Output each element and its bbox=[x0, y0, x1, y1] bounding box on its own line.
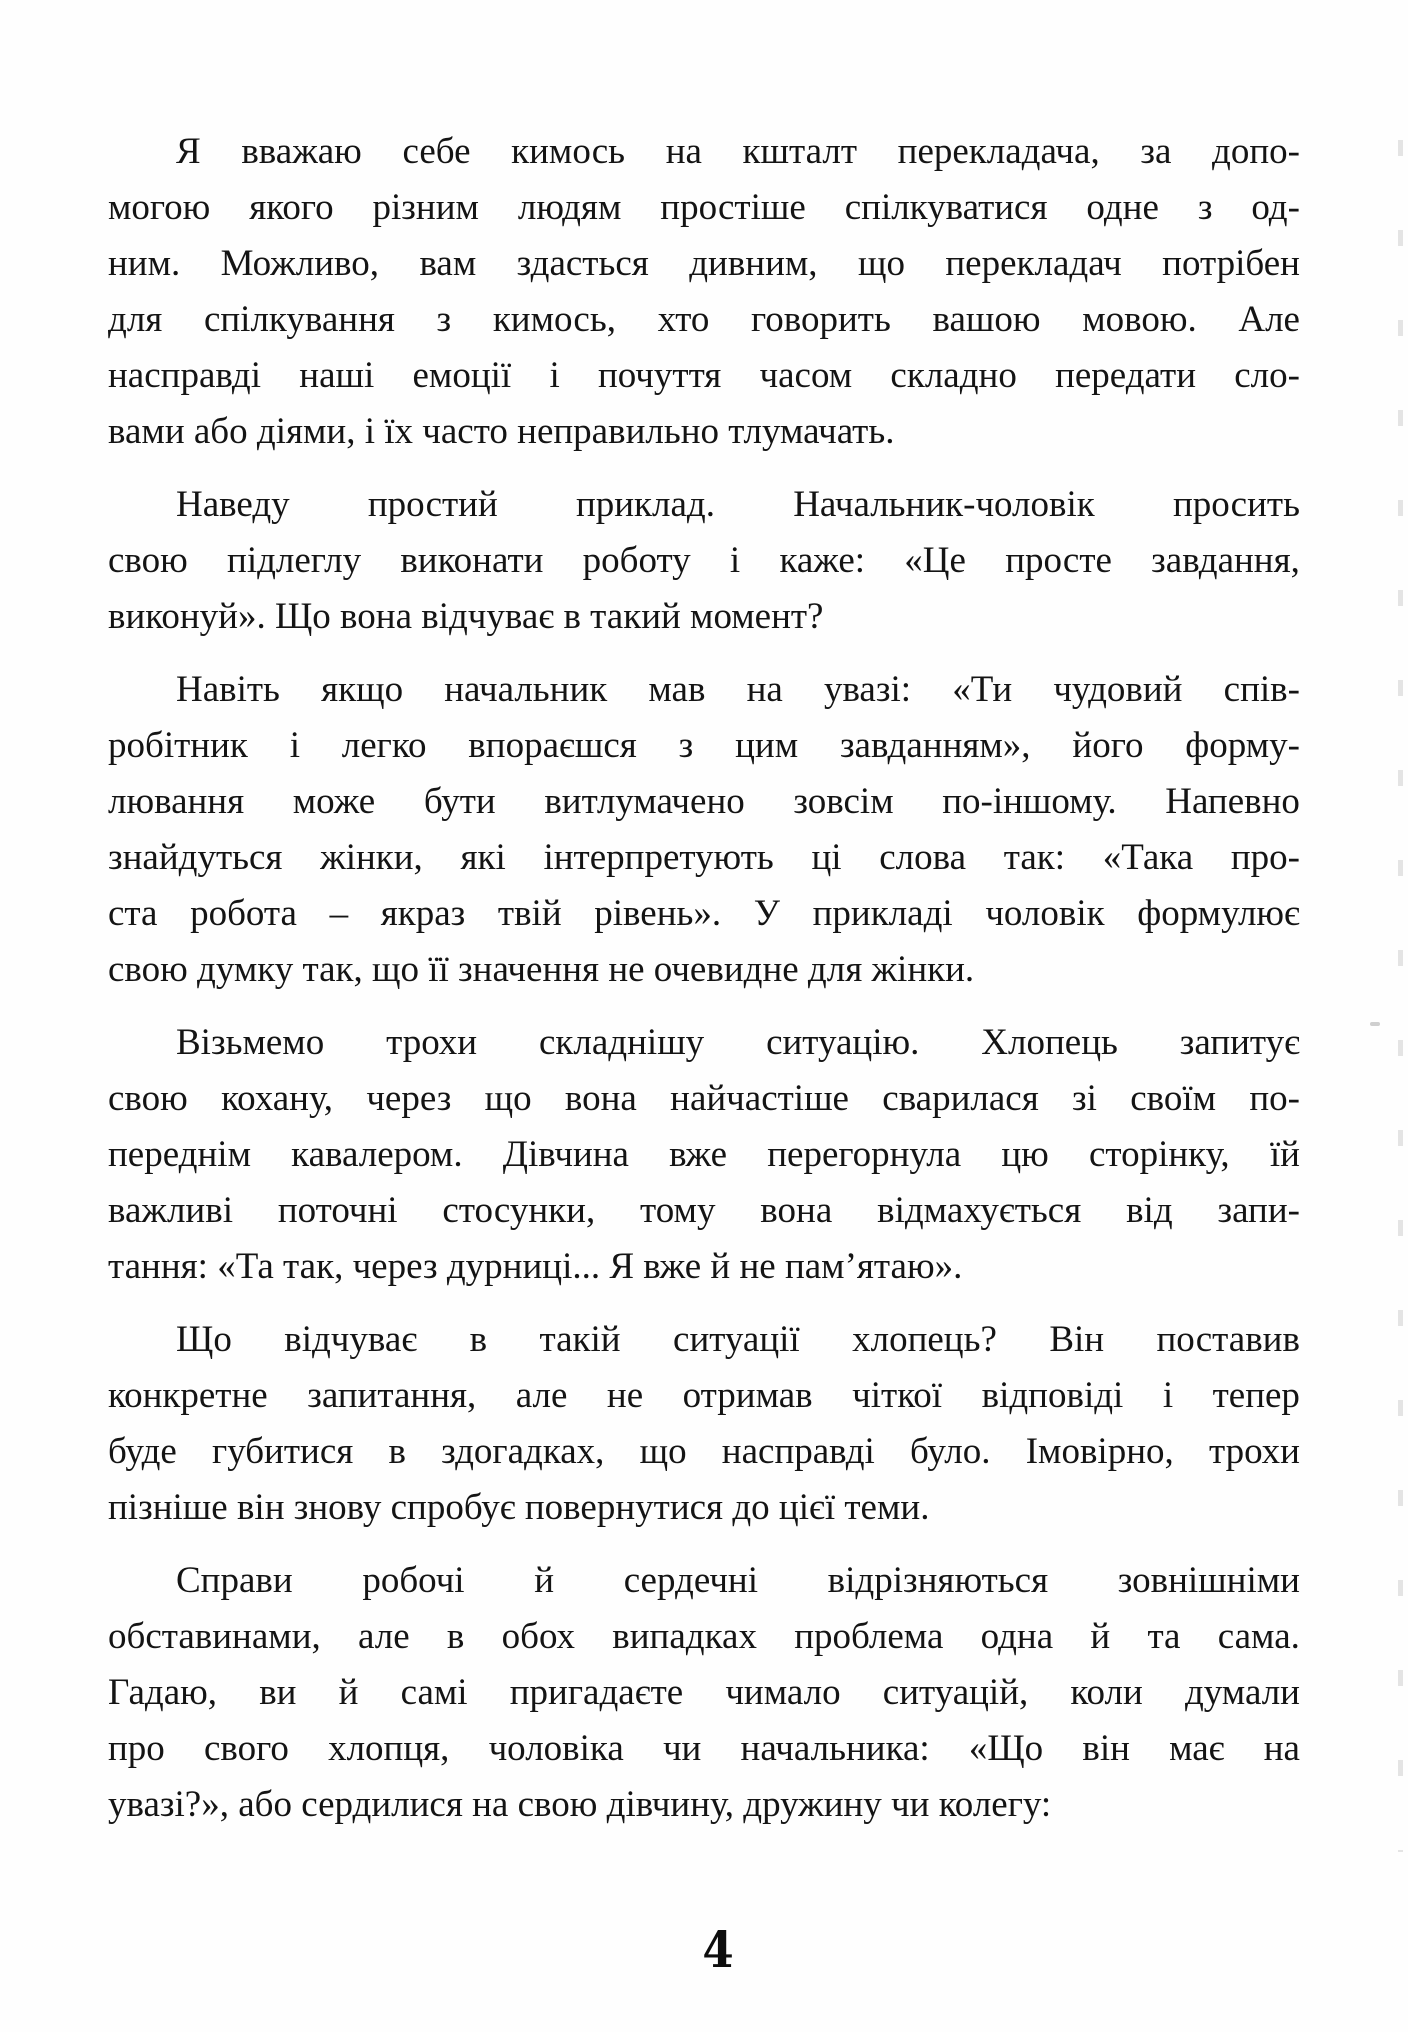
text-line: вами або діями, і їх часто неправильно тлумачать. bbox=[108, 411, 895, 452]
page-number: 4 bbox=[702, 1920, 734, 1979]
text-line: конкретне запитання, але не отримав чіткої відповіді і тепер bbox=[108, 1375, 1300, 1416]
text-line: свою підлеглу виконати роботу і каже: «Це просте завдання, bbox=[108, 540, 1300, 581]
scan-smudge bbox=[1370, 1022, 1380, 1026]
text-line: робітник і легко впораєшся з цим завданням», його форму- bbox=[108, 725, 1300, 766]
text-line: ним. Можливо, вам здасться дивним, що перекладач потрібен bbox=[108, 243, 1300, 284]
text-block bbox=[108, 124, 1300, 1833]
paragraph bbox=[108, 1015, 1300, 1295]
paragraph bbox=[108, 1312, 1300, 1536]
text-line: знайдуться жінки, які інтерпретують ці слова так: «Така про- bbox=[108, 837, 1300, 878]
text-line: переднім кавалером. Дівчина вже перегорнула цю сторінку, їй bbox=[108, 1134, 1300, 1175]
text-line: ста робота – якраз твій рівень». У прикладі чоловік формулює bbox=[108, 893, 1300, 934]
text-line: виконуй». Що вона відчуває в такий момент? bbox=[108, 596, 824, 637]
paragraph bbox=[108, 1553, 1300, 1833]
scan-edge-artifacts bbox=[1398, 140, 1403, 1852]
text-line: Навіть якщо начальник мав на увазі: «Ти чудовий спів- bbox=[176, 669, 1300, 710]
text-line: могою якого різним людям простіше спілкуватися одне з од- bbox=[108, 187, 1300, 228]
text-line: про свого хлопця, чоловіка чи начальника: «Що він має на bbox=[108, 1728, 1300, 1769]
text-line: обставинами, але в обох випадках проблема одна й та сама. bbox=[108, 1616, 1300, 1657]
text-line: насправді наші емоції і почуття часом складно передати сло- bbox=[108, 355, 1300, 396]
text-line: свою кохану, через що вона найчастіше сварилася зі своїм по- bbox=[108, 1078, 1300, 1119]
paragraph bbox=[108, 477, 1300, 645]
text-line: Я вважаю себе кимось на кшталт перекладача, за допо- bbox=[176, 131, 1300, 172]
text-line: пізніше він знову спробує повернутися до цієї теми. bbox=[108, 1487, 930, 1528]
text-line: Справи робочі й сердечні відрізняються зовнішніми bbox=[176, 1560, 1300, 1601]
text-line: важливі поточні стосунки, тому вона відмахується від запи- bbox=[108, 1190, 1300, 1231]
text-line: для спілкування з кимось, хто говорить вашою мовою. Але bbox=[108, 299, 1300, 340]
text-line: Наведу простий приклад. Начальник-чоловік просить bbox=[176, 484, 1300, 525]
text-line: тання: «Та так, через дурниці... Я вже й не пам’ятаю». bbox=[108, 1246, 963, 1287]
text-line: увазі?», або сердилися на свою дівчину, дружину чи колегу: bbox=[108, 1784, 1052, 1825]
text-line: лювання може бути витлумачено зовсім по-іншому. Напевно bbox=[108, 781, 1300, 822]
paragraph bbox=[108, 124, 1300, 460]
text-line: Що відчуває в такій ситуації хлопець? Він поставив bbox=[176, 1319, 1300, 1360]
text-line: свою думку так, що її значення не очевидне для жінки. bbox=[108, 949, 975, 990]
text-line: Гадаю, ви й самі пригадаєте чимало ситуацій, коли думали bbox=[108, 1672, 1300, 1713]
paragraph bbox=[108, 662, 1300, 998]
text-line: буде губитися в здогадках, що насправді було. Імовірно, трохи bbox=[108, 1431, 1300, 1472]
text-line: Візьмемо трохи складнішу ситуацію. Хлопець запитує bbox=[176, 1022, 1300, 1063]
